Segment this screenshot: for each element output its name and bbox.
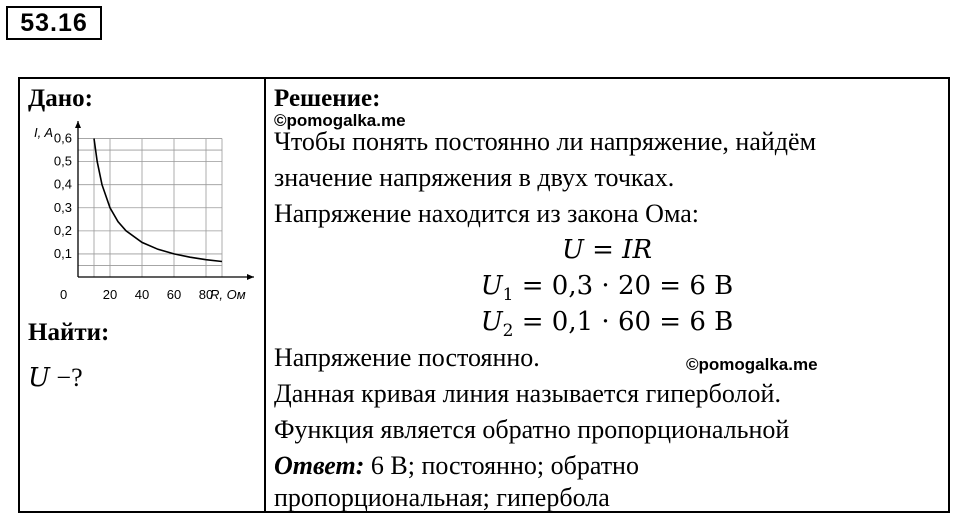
unknown-quantity bbox=[28, 363, 83, 393]
x-tick-label: 80 bbox=[198, 287, 214, 302]
y-tick-label: 0,3 bbox=[53, 199, 72, 215]
solution-line-1: Чтобы понять постоянно ли напряжение, найдём bbox=[274, 127, 817, 156]
solution-column bbox=[266, 79, 948, 511]
ohm-law-text: U = IR bbox=[561, 235, 653, 265]
x-tick-label: 60 bbox=[166, 287, 182, 302]
answer-label: Ответ: bbox=[274, 451, 365, 480]
voltage-1-calc: = 0,3 · 20 = 6 В bbox=[513, 271, 734, 301]
unknown-symbol: U bbox=[28, 363, 50, 393]
x-tick-label: 40 bbox=[134, 287, 150, 302]
y-tick-label: 0,4 bbox=[53, 176, 72, 192]
answer-line-2: пропорциональная; гипербола bbox=[274, 483, 610, 512]
voltage-1-subscript: 1 bbox=[502, 285, 514, 306]
voltage-2-subscript: 2 bbox=[502, 321, 514, 342]
current-resistance-chart bbox=[30, 119, 258, 307]
watermark: ©pomogalka.me bbox=[686, 355, 818, 374]
ohm-law-formula bbox=[266, 235, 948, 265]
y-tick-label: 0,6 bbox=[53, 130, 72, 146]
unknown-suffix: −? bbox=[49, 363, 83, 392]
x-axis-label: R, Ом bbox=[210, 287, 246, 302]
function-line: Функция является обратно пропорциональной bbox=[274, 415, 790, 444]
voltage-formula-1 bbox=[266, 271, 948, 305]
given-column bbox=[20, 79, 264, 511]
solution-heading: Решение: bbox=[274, 85, 381, 112]
voltage-2-calc: = 0,1 · 60 = 6 В bbox=[513, 307, 734, 337]
y-axis-label: I, A bbox=[34, 125, 54, 140]
conclusion-line: Напряжение постоянно. bbox=[274, 343, 540, 372]
voltage-formula-2 bbox=[266, 307, 948, 341]
answer-text: 6 В; постоянно; обратно bbox=[364, 451, 639, 480]
y-tick-label: 0,2 bbox=[53, 222, 72, 238]
x-tick-label: 20 bbox=[102, 287, 118, 302]
solution-line-3: Напряжение находится из закона Ома: bbox=[274, 199, 699, 228]
find-heading: Найти: bbox=[28, 319, 110, 346]
origin-label: 0 bbox=[60, 287, 68, 302]
solution-table bbox=[18, 77, 950, 513]
y-tick-label: 0,1 bbox=[53, 245, 72, 261]
solution-line-2: значение напряжения в двух точках. bbox=[274, 163, 675, 192]
voltage-1-symbol: U bbox=[480, 271, 503, 301]
problem-number: 53.16 bbox=[6, 6, 102, 40]
given-heading: Дано: bbox=[28, 85, 93, 112]
answer-line bbox=[274, 451, 639, 481]
watermark: ©pomogalka.me bbox=[274, 111, 406, 130]
hyperbola-line: Данная кривая линия называется гиперболой. bbox=[274, 379, 781, 408]
y-tick-label: 0,5 bbox=[53, 153, 72, 169]
voltage-2-symbol: U bbox=[480, 307, 503, 337]
